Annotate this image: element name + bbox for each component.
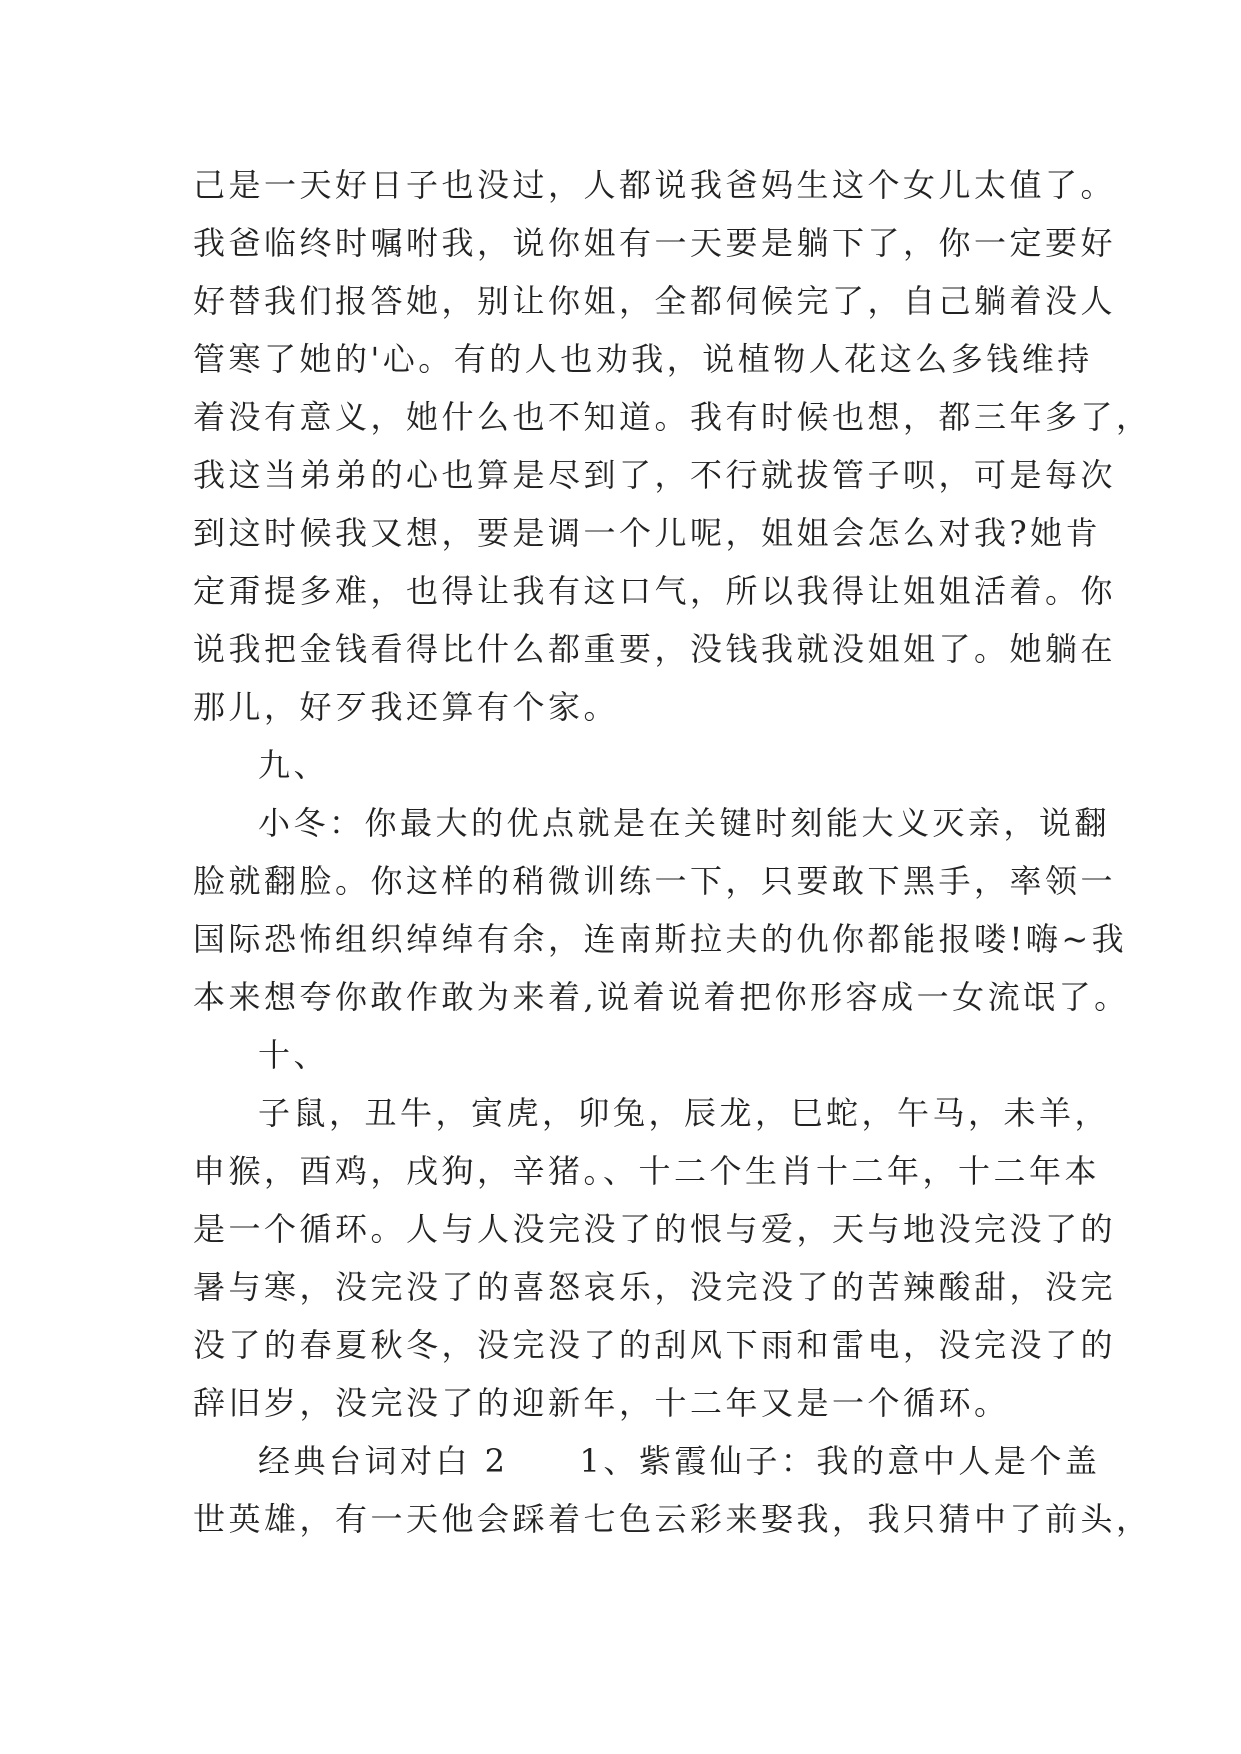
text-line: 好替我们报答她，别让你姐，全都伺候完了，自己躺着没人 <box>193 282 1117 320</box>
text-line: 说我把金钱看得比什么都重要，没钱我就没姐姐了。她躺在 <box>193 630 1117 668</box>
section-heading: 九、 <box>258 746 330 784</box>
body-text <box>193 156 1152 1548</box>
text-line: 辞旧岁，没完没了的迎新年，十二年又是一个循环。 <box>193 1384 1010 1422</box>
text-line: 着没有意义，她什么也不知道。我有时候也想，都三年多了， <box>193 398 1152 436</box>
text-line: 那儿，好歹我还算有个家。 <box>193 688 620 726</box>
text-line: 没了的春夏秋冬，没完没了的刮风下雨和雷电，没完没了的 <box>193 1326 1117 1364</box>
paragraph-first-line: 子鼠，丑牛，寅虎，卯兔，辰龙，巳蛇，午马，未羊， <box>258 1094 1111 1132</box>
section-heading: 十、 <box>258 1036 330 1074</box>
text-line: 到这时候我又想，要是调一个儿呢，姐姐会怎么对我?她肯 <box>193 514 1102 552</box>
text-line: 我这当弟弟的心也算是尽到了，不行就拔管子呗，可是每次 <box>193 456 1117 494</box>
paragraph-first-line: 小冬：你最大的优点就是在关键时刻能大义灭亲，说翻 <box>258 804 1111 842</box>
paragraph-first-line: 经典台词对白 2 1、紫霞仙子：我的意中人是个盖 <box>258 1442 1101 1480</box>
text-line: 本来想夸你敢作敢为来着,说着说着把你形容成一女流氓了。 <box>193 978 1130 1016</box>
text-line: 世英雄，有一天他会踩着七色云彩来娶我，我只猜中了前头， <box>193 1500 1152 1538</box>
text-line: 国际恐怖组织绰绰有余，连南斯拉夫的仇你都能报喽!嗨~我 <box>193 920 1128 958</box>
text-line: 脸就翻脸。你这样的稍微训练一下，只要敢下黑手，率领一 <box>193 862 1117 900</box>
text-line: 管寒了她的'心。有的人也劝我，说植物人花这么多钱维持 <box>193 340 1093 378</box>
text-line: 定甭提多难，也得让我有这口气，所以我得让姐姐活着。你 <box>193 572 1117 610</box>
text-line: 是一个循环。人与人没完没了的恨与爱，天与地没完没了的 <box>193 1210 1117 1248</box>
text-line: 我爸临终时嘱咐我，说你姐有一天要是躺下了，你一定要好 <box>193 224 1117 262</box>
text-line: 己是一天好日子也没过，人都说我爸妈生这个女儿太值了。 <box>193 166 1117 204</box>
text-line: 申猴，酉鸡，戌狗，辛猪。、十二个生肖十二年，十二年本 <box>193 1152 1101 1190</box>
text-line: 暑与寒，没完没了的喜怒哀乐，没完没了的苦辣酸甜，没完 <box>193 1268 1117 1306</box>
